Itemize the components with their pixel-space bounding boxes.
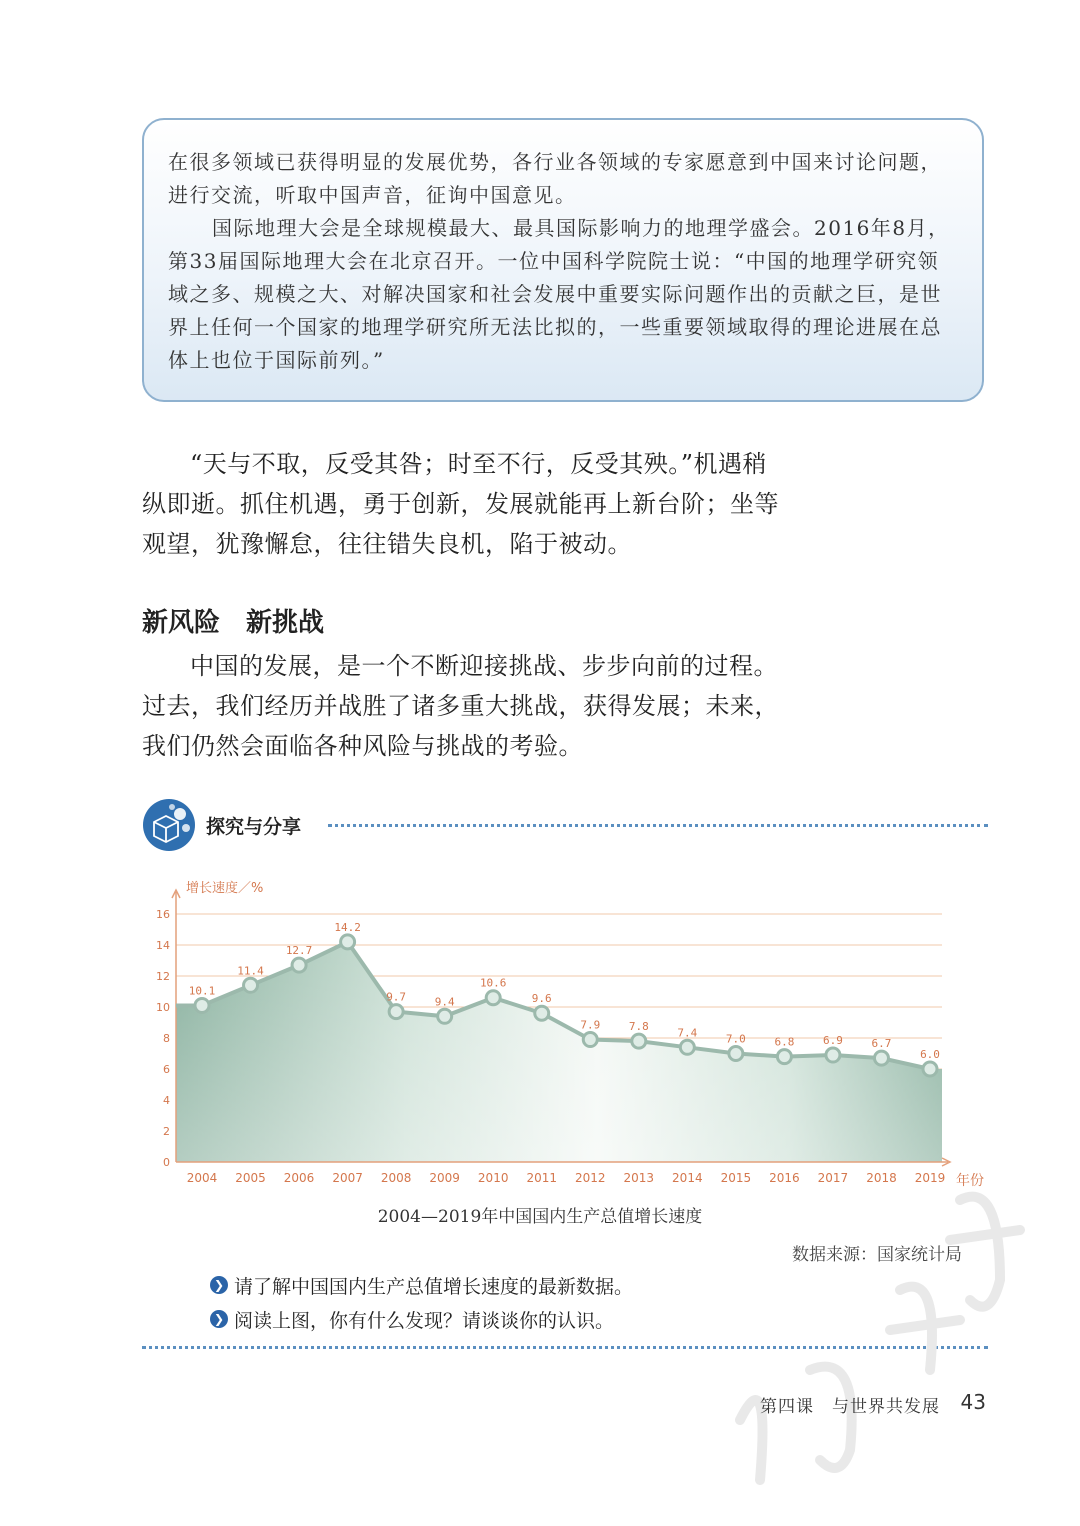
x-tick-label: 2010 [477,1171,509,1185]
info-box [142,118,984,402]
x-tick-label: 2011 [526,1171,558,1185]
data-point [729,1047,743,1061]
data-label: 9.4 [434,995,455,1009]
data-point [341,935,355,949]
y-tick-label: 6 [163,1063,170,1076]
section-paragraph: 中国的发展，是一个不断迎接挑战、步步向前的过程。过去，我们经历并战胜了诸多重大挑战，获得发展；未来，我们仍然会面临各种风险与挑战的考验。 [142,652,779,760]
info-paragraph-1: 在很多领域已获得明显的发展优势，各行业各领域的专家愿意到中国来讨论问题，进行交流，听取中国声音，征询中国意见。 [168,150,942,207]
data-label: 7.8 [628,1020,649,1034]
y-tick-label: 10 [156,1001,170,1014]
y-tick-label: 2 [163,1125,170,1138]
data-point [195,998,209,1012]
section-title: 新风险 新挑战 [142,608,325,638]
data-label: 6.9 [822,1034,843,1048]
data-label: 6.7 [871,1037,892,1051]
explore-icon [142,798,196,852]
watermark-logo [700,1120,1060,1500]
data-point [389,1005,403,1019]
x-tick-label: 2005 [235,1171,266,1185]
bullet-arrow-icon: ❯ [210,1276,228,1294]
chart-x-axis-label: 年份 [956,1173,984,1189]
data-point [777,1050,791,1064]
data-point [680,1040,694,1054]
x-tick-label: 2017 [817,1171,849,1185]
chart-caption: 2004—2019年中国国内生产总值增长速度 [377,1207,703,1227]
question-item [210,1302,633,1336]
explore-label: 探究与分享 [206,816,302,838]
data-point [874,1051,888,1065]
x-tick-label: 2008 [380,1171,412,1185]
data-label: 7.4 [677,1026,698,1040]
question-text: 阅读上图，你有什么发现？请谈谈你的认识。 [234,1309,615,1332]
y-tick-label: 4 [163,1094,170,1107]
x-tick-label: 2015 [720,1171,752,1185]
x-tick-label: 2009 [429,1171,460,1185]
data-point [583,1033,597,1047]
x-tick-label: 2018 [866,1171,897,1185]
quote-paragraph: “天与不取，反受其咎；时至不行，反受其殃。”机遇稍纵即逝。抓住机遇，勇于创新，发展就能再上新台阶；坐等观望，犹豫懈怠，往往错失良机，陷于被动。 [142,450,779,558]
data-label: 9.7 [386,990,407,1004]
data-point [826,1048,840,1062]
x-tick-label: 2012 [574,1171,606,1185]
data-source: 数据来源：国家统计局 [792,1245,962,1265]
data-label: 12.7 [285,944,313,958]
data-point [923,1062,937,1076]
y-tick-label: 0 [163,1156,170,1169]
y-tick-label: 12 [156,970,170,983]
page-number: 43 [960,1390,986,1414]
x-tick-label: 2013 [623,1171,655,1185]
explore-share-header [142,798,988,852]
footer-chapter-title [760,1392,940,1417]
dotted-divider [328,824,988,827]
bullet-arrow-icon: ❯ [210,1310,228,1328]
question-item [210,1268,633,1302]
y-tick-label: 16 [156,908,170,921]
data-point [244,978,258,992]
x-tick-label: 2014 [672,1171,703,1185]
data-label: 11.4 [237,964,264,978]
data-label: 14.2 [334,920,361,934]
data-label: 7.9 [580,1018,601,1032]
y-tick-label: 14 [156,939,170,952]
info-paragraph-2: 国际地理大会是全球规模最大、最具国际影响力的地理学盛会。2016年8月，第33届国际地理大会在北京召开。一位中国科学院院士说：“中国的地理学研究领域之多、规模之大、对解决国家和社会发展中重要实际问题作出的贡献之巨，是世界上任何一个国家的地理学研究所无法比拟的，一些重要领域取得的理论进展在总体上也位于国际前列。” [168,216,950,372]
question-text: 请了解中国国内生产总值增长速度的最新数据。 [234,1275,634,1298]
x-tick-label: 2006 [283,1171,315,1185]
data-label: 7.0 [725,1032,746,1046]
x-tick-label: 2019 [914,1171,946,1185]
y-tick-label: 8 [163,1032,170,1045]
data-label: 10.1 [188,984,216,998]
data-label: 6.0 [920,1048,940,1061]
chart-y-axis-label: 增长速度／% [186,881,264,896]
data-label: 9.6 [531,992,552,1006]
data-point [632,1034,646,1048]
x-tick-label: 2007 [332,1171,363,1185]
data-label: 6.8 [774,1035,795,1049]
data-point [438,1009,452,1023]
data-point [535,1006,549,1020]
data-label: 10.6 [479,976,507,990]
question-list [210,1268,633,1336]
footer-text: 第四课 与世界共发展 [760,1397,940,1417]
x-tick-label: 2016 [769,1171,800,1185]
x-tick-label: 2004 [186,1171,218,1185]
data-point [486,991,500,1005]
data-point [292,958,306,972]
